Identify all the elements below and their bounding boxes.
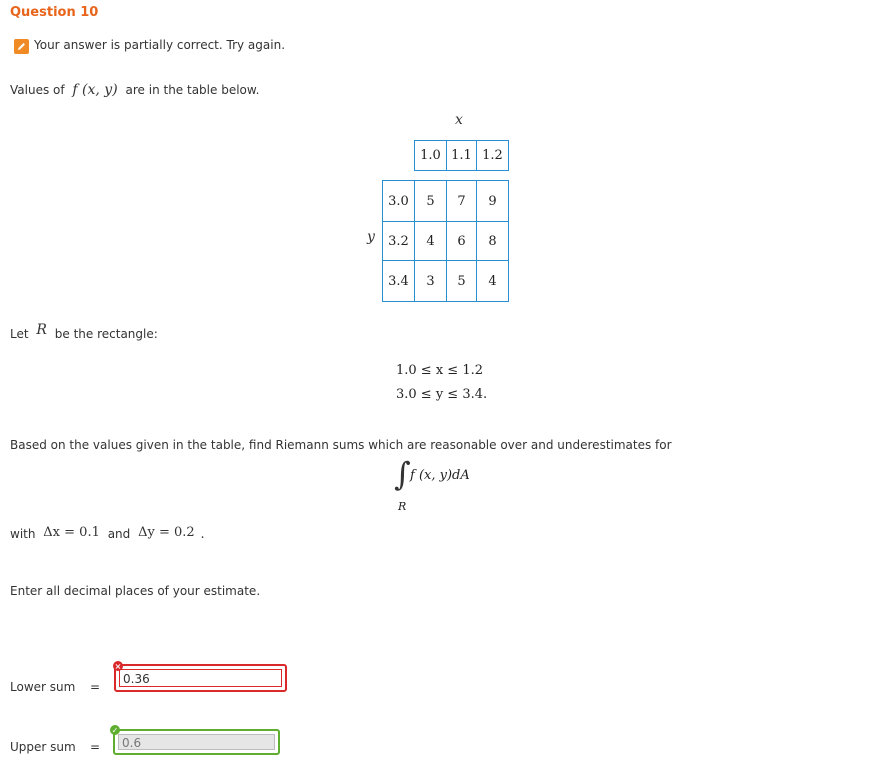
increments-line xyxy=(10,527,205,542)
incorrect-icon: × xyxy=(114,661,122,671)
y-header-cell: 3.4 xyxy=(382,260,415,302)
table-cell: 6 xyxy=(446,221,477,261)
region-symbol: R xyxy=(36,322,47,338)
x-header-cell: 1.1 xyxy=(446,140,477,171)
table-cell: 4 xyxy=(414,221,447,261)
table-cell: 4 xyxy=(476,260,509,302)
intro-prefix: Values of xyxy=(10,83,65,97)
delta-x: Δx = 0.1 xyxy=(43,525,100,540)
table-cell: 7 xyxy=(446,180,477,222)
period: . xyxy=(200,527,205,542)
y-header-cell: 3.2 xyxy=(382,221,415,261)
fxy-expression: f (x, y) xyxy=(72,82,118,98)
inequality-y: 3.0 ≤ y ≤ 3.4. xyxy=(396,387,488,402)
rectangle-suffix: be the rectangle: xyxy=(54,327,158,341)
table-y-label: y xyxy=(367,229,375,245)
feedback-message: Your answer is partially correct. Try again. xyxy=(34,38,286,52)
lower-sum-value[interactable]: 0.36 xyxy=(119,669,282,687)
with-label: with xyxy=(10,527,36,541)
x-header-cell: 1.2 xyxy=(476,140,509,171)
table-cell: 5 xyxy=(446,260,477,302)
integrand: f (x, y)dA xyxy=(410,468,470,483)
table-cell: 8 xyxy=(476,221,509,261)
task-text: Based on the values given in the table, find Riemann sums which are reasonable over and underestimates for xyxy=(10,438,672,452)
upper-sum-value[interactable]: 0.6 xyxy=(118,734,275,750)
and-label: and xyxy=(107,527,131,541)
rectangle-prefix: Let xyxy=(10,327,29,341)
upper-sum-input[interactable] xyxy=(113,729,280,755)
y-header-cell: 3.0 xyxy=(382,180,415,222)
delta-y: Δy = 0.2 xyxy=(138,525,195,540)
lower-sum-input[interactable] xyxy=(114,664,287,692)
upper-equals: = xyxy=(90,740,101,754)
rectangle-line xyxy=(10,322,158,342)
pencil-icon xyxy=(14,39,29,54)
x-header-cell: 1.0 xyxy=(414,140,447,171)
table-x-label: x xyxy=(455,112,463,128)
upper-sum-label: Upper sum xyxy=(10,740,76,754)
instruction-text: Enter all decimal places of your estimate. xyxy=(10,584,261,598)
intro-suffix: are in the table below. xyxy=(125,83,260,97)
table-cell: 5 xyxy=(414,180,447,222)
table-cell: 9 xyxy=(476,180,509,222)
integral-region: R xyxy=(398,500,407,513)
inequality-x: 1.0 ≤ x ≤ 1.2 xyxy=(396,363,483,378)
question-title: Question 10 xyxy=(10,5,99,20)
table-cell: 3 xyxy=(414,260,447,302)
correct-check-icon: ✓ xyxy=(111,725,119,735)
integral-symbol: ∫ xyxy=(394,455,411,493)
lower-sum-label: Lower sum xyxy=(10,680,76,694)
intro-line xyxy=(10,82,259,98)
lower-equals: = xyxy=(90,680,101,694)
